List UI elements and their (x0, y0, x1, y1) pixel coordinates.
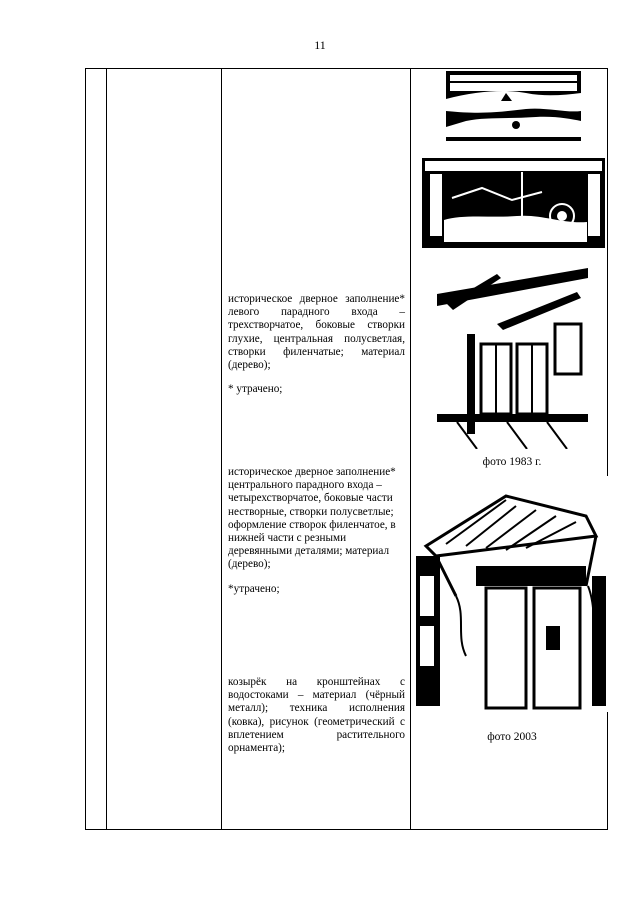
entry-left-door (228, 293, 405, 396)
entry-description: козырёк на кронштейнах с водостоками – материал (чёрный металл); техника исполнения (ковка), рисунок (геометрический с вплетением растительного орнамента); (228, 676, 405, 755)
entry-description: историческое дверное заполнение* левого парадного входа – трехстворчатое, боковые створки глухие, центральная полусветлая, створки филенчатые; материал (дерево); (228, 293, 405, 372)
table-column-divider (221, 68, 222, 830)
entry-note: * утрачено; (228, 383, 283, 396)
entry-description: историческое дверное заполнение* центрального парадного входа – четырехстворчатое, боковые части нестворные, створки полусветлые; оформление створок филенчатое, в нижней части с резными деревянными деталями; материал (дерево); (228, 466, 396, 571)
entry-note: *утрачено; (228, 582, 280, 595)
caption-photo-2003: фото 2003 (487, 731, 537, 743)
photo-1983 (437, 264, 588, 449)
page-number: 11 (314, 38, 326, 52)
table-column-divider (410, 68, 411, 830)
table-column-divider (106, 68, 107, 830)
photo-2003 (416, 476, 608, 712)
photo-canopy-underside (422, 158, 605, 248)
caption-photo-1983: фото 1983 г. (482, 456, 542, 468)
entry-central-door (228, 466, 398, 596)
photo-canopy-detail (446, 71, 581, 141)
entry-canopy (228, 676, 405, 755)
